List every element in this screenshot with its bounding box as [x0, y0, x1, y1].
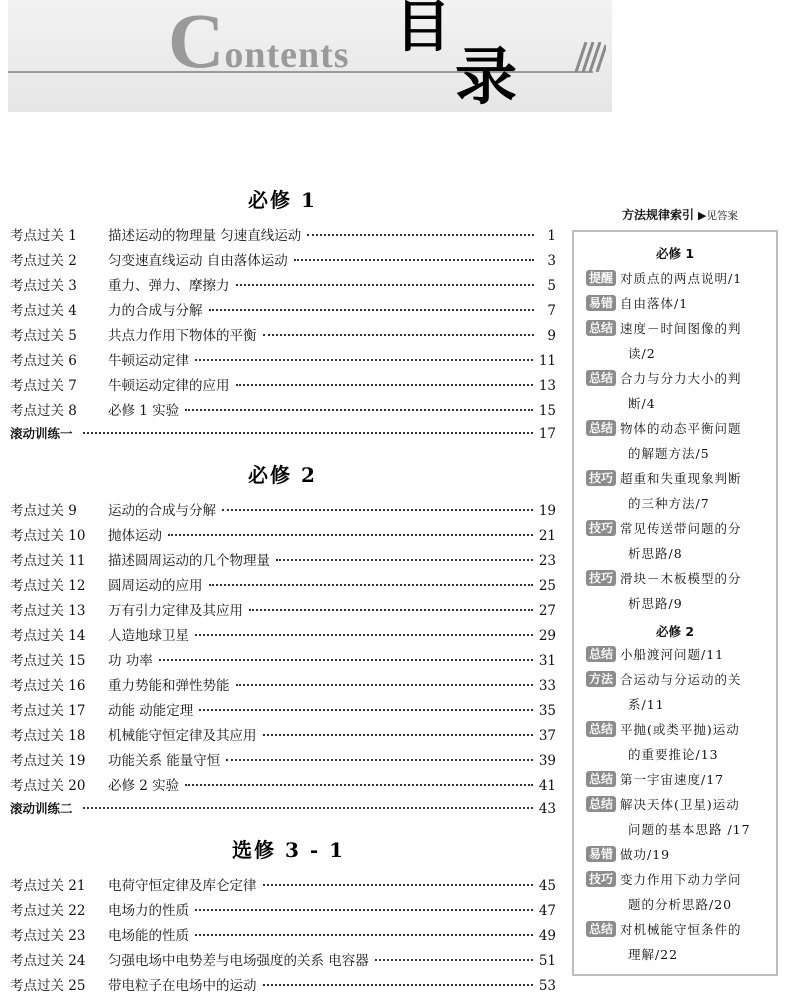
toc-code: 考点过关 4 — [10, 303, 77, 319]
stripes-decoration — [574, 42, 606, 72]
method-index-note: 见答案 — [706, 210, 738, 222]
dot-leader — [185, 784, 533, 786]
method-item[interactable] — [586, 316, 774, 366]
toc-title: 抛体运动 — [108, 528, 162, 544]
toc-code: 考点过关 3 — [10, 278, 77, 294]
method-tag: 总结 — [586, 646, 616, 662]
dot-leader — [209, 309, 535, 311]
toc-code: 考点过关 12 — [10, 578, 86, 594]
toc-title: 必修 2 实验 — [108, 778, 180, 794]
method-item[interactable] — [586, 842, 774, 867]
method-group-title: 必修 1 — [655, 246, 695, 261]
toc-title: 人造地球卫星 — [108, 628, 189, 644]
toc-row[interactable] — [10, 249, 556, 271]
toc-row[interactable] — [10, 274, 556, 296]
toc-title: 描述圆周运动的几个物理量 — [108, 553, 270, 569]
toc-row[interactable] — [10, 574, 556, 596]
method-text: 合力与分力大小的判 — [620, 371, 742, 386]
method-tag: 技巧 — [586, 470, 616, 486]
toc-page: 31 — [538, 653, 556, 669]
method-item[interactable] — [586, 717, 774, 767]
toc-row[interactable] — [10, 349, 556, 371]
toc-page: 53 — [538, 978, 556, 994]
toc-row[interactable] — [10, 549, 556, 571]
toc-page: 35 — [538, 703, 556, 719]
contents-wordmark — [168, 0, 350, 84]
toc-row[interactable] — [10, 224, 556, 246]
toc-page: 49 — [538, 928, 556, 944]
method-index-heading — [622, 206, 782, 223]
toc-page: 45 — [538, 878, 556, 894]
toc-row-review[interactable] — [10, 424, 556, 446]
method-tag: 技巧 — [586, 520, 616, 536]
toc-code: 考点过关 13 — [10, 603, 86, 619]
method-tag: 总结 — [586, 370, 616, 386]
toc-code: 考点过关 21 — [10, 878, 86, 894]
toc-row[interactable] — [10, 724, 556, 746]
method-tag: 总结 — [586, 721, 616, 737]
toc-row[interactable] — [10, 674, 556, 696]
toc-code: 考点过关 14 — [10, 628, 86, 644]
method-text: 速度－时间图像的判 — [620, 321, 742, 336]
method-text: 做功/19 — [620, 847, 671, 862]
toc-row[interactable] — [10, 774, 556, 796]
toc-row[interactable] — [10, 524, 556, 546]
toc-title: 运动的合成与分解 — [108, 503, 216, 519]
dot-leader — [236, 284, 535, 286]
method-text: 变力作用下动力学问 — [620, 872, 742, 887]
method-item[interactable] — [586, 667, 774, 717]
toc-code: 考点过关 16 — [10, 678, 86, 694]
method-text: 常见传送带问题的分 — [620, 521, 742, 536]
toc-page: 41 — [538, 778, 556, 794]
method-text: 对机械能守恒条件的 — [620, 922, 742, 937]
chinese-title-char-2: 录 — [455, 40, 518, 113]
toc-code: 考点过关 8 — [10, 403, 77, 419]
toc-page: 11 — [538, 353, 556, 369]
method-tag: 总结 — [586, 420, 616, 436]
toc-row[interactable] — [10, 949, 556, 971]
toc-page: 17 — [538, 426, 556, 442]
method-item[interactable] — [586, 642, 774, 667]
toc-row[interactable] — [10, 749, 556, 771]
method-text: 滑块－木板模型的分 — [620, 571, 742, 586]
method-text: 对质点的两点说明/1 — [620, 271, 743, 286]
toc-row[interactable] — [10, 374, 556, 396]
method-tag: 总结 — [586, 320, 616, 336]
toc-title: 圆周运动的应用 — [108, 578, 203, 594]
method-text-cont: 系/11 — [628, 697, 665, 712]
toc-code: 考点过关 18 — [10, 728, 86, 744]
method-text-cont: 的重要推论/13 — [628, 747, 719, 762]
method-item[interactable] — [586, 466, 774, 516]
toc-row[interactable] — [10, 599, 556, 621]
dot-leader — [249, 609, 533, 611]
method-item[interactable] — [586, 416, 774, 466]
toc-page: 27 — [538, 603, 556, 619]
dot-leader — [185, 409, 533, 411]
dot-leader — [226, 759, 533, 761]
method-text: 解决天体(卫星)运动 — [620, 797, 740, 812]
toc-title: 共点力作用下物体的平衡 — [108, 328, 257, 344]
method-text-cont: 理解/22 — [628, 947, 679, 962]
method-item[interactable] — [586, 566, 774, 616]
method-tag: 提醒 — [586, 270, 616, 286]
dot-leader — [195, 634, 533, 636]
dot-leader — [83, 432, 533, 434]
chinese-title-char-1: 目 — [395, 0, 451, 60]
toc-code: 考点过关 22 — [10, 903, 86, 919]
dot-leader — [307, 234, 534, 236]
toc-code: 考点过关 24 — [10, 953, 86, 969]
method-tag: 易错 — [586, 295, 616, 311]
toc-code: 考点过关 15 — [10, 653, 86, 669]
dot-leader — [159, 659, 533, 661]
dot-leader — [294, 259, 534, 261]
toc-page: 19 — [538, 503, 556, 519]
toc-title: 匀变速直线运动 自由落体运动 — [108, 253, 288, 269]
method-item[interactable] — [586, 266, 774, 291]
toc-code: 考点过关 25 — [10, 978, 86, 994]
toc-title: 重力势能和弹性势能 — [108, 678, 230, 694]
method-group-title: 必修 2 — [655, 624, 695, 639]
toc-code: 考点过关 19 — [10, 753, 86, 769]
toc-title: 带电粒子在电场中的运动 — [108, 978, 257, 994]
method-item[interactable] — [586, 291, 774, 316]
method-text-cont: 问题的基本思路 /17 — [628, 822, 751, 837]
dot-leader — [199, 709, 533, 711]
method-text-cont: 读/2 — [628, 346, 656, 361]
toc-title: 力的合成与分解 — [108, 303, 203, 319]
toc-row[interactable] — [10, 624, 556, 646]
method-item[interactable] — [586, 792, 774, 842]
toc-row[interactable] — [10, 499, 556, 521]
toc-title: 重力、弹力、摩擦力 — [108, 278, 230, 294]
toc-code: 滚动训练二 — [10, 801, 73, 816]
toc-code: 考点过关 17 — [10, 703, 86, 719]
method-tag: 总结 — [586, 771, 616, 787]
play-arrow-icon: ▶ — [698, 209, 707, 222]
toc-code: 考点过关 5 — [10, 328, 77, 344]
toc-page: 1 — [547, 228, 556, 244]
method-text-cont: 的三种方法/7 — [628, 496, 710, 511]
toc-title: 电荷守恒定律及库仑定律 — [108, 878, 257, 894]
method-tag: 技巧 — [586, 871, 616, 887]
toc-row[interactable] — [10, 924, 556, 946]
method-text-cont: 断/4 — [628, 396, 656, 411]
method-tag: 总结 — [586, 796, 616, 812]
wordmark-initial: C — [168, 0, 225, 84]
toc-title: 牛顿运动定律的应用 — [108, 378, 230, 394]
method-tag: 技巧 — [586, 570, 616, 586]
dot-leader — [236, 384, 533, 386]
method-item[interactable] — [586, 917, 774, 967]
toc-row[interactable] — [10, 649, 556, 671]
toc-title: 功 功率 — [108, 653, 153, 669]
toc-title: 电场能的性质 — [108, 928, 189, 944]
method-text: 小船渡河问题/11 — [620, 647, 725, 662]
toc-code: 考点过关 20 — [10, 778, 86, 794]
dot-leader — [236, 684, 533, 686]
toc-code: 考点过关 2 — [10, 253, 77, 269]
toc-code: 滚动训练一 — [10, 426, 73, 441]
toc-row[interactable] — [10, 399, 556, 421]
method-tag: 易错 — [586, 846, 616, 862]
toc-row-review[interactable] — [10, 799, 556, 821]
method-text-cont: 析思路/8 — [628, 546, 683, 561]
toc-title: 牛顿运动定律 — [108, 353, 189, 369]
section-title: 选修 3 - 1 — [232, 838, 346, 862]
toc-page: 39 — [538, 753, 556, 769]
method-item[interactable] — [586, 867, 774, 917]
toc-title: 机械能守恒定律及其应用 — [108, 728, 257, 744]
toc-row[interactable] — [10, 324, 556, 346]
method-tag: 总结 — [586, 921, 616, 937]
toc-page: 23 — [538, 553, 556, 569]
section-title: 必修 1 — [248, 188, 317, 212]
toc-page: 3 — [547, 253, 556, 269]
dot-leader — [195, 909, 533, 911]
toc-page: 25 — [538, 578, 556, 594]
toc-title: 动能 动能定理 — [108, 703, 194, 719]
method-text-cont: 题的分析思路/20 — [628, 897, 733, 912]
toc-page: 15 — [538, 403, 556, 419]
dot-leader — [276, 559, 533, 561]
toc-title: 万有引力定律及其应用 — [108, 603, 243, 619]
toc-row[interactable] — [10, 874, 556, 896]
method-item[interactable] — [586, 516, 774, 566]
toc-page: 47 — [538, 903, 556, 919]
dot-leader — [263, 884, 533, 886]
method-text: 合运动与分运动的关 — [620, 672, 742, 687]
toc-page: 37 — [538, 728, 556, 744]
dot-leader — [263, 984, 533, 986]
toc-code: 考点过关 6 — [10, 353, 77, 369]
toc-code: 考点过关 9 — [10, 503, 77, 519]
toc-title: 功能关系 能量守恒 — [108, 753, 221, 769]
method-text: 超重和失重现象判断 — [620, 471, 742, 486]
method-index-title: 方法规律索引 — [622, 208, 695, 222]
toc-page: 51 — [538, 953, 556, 969]
toc-code: 考点过关 1 — [10, 228, 77, 244]
toc-page: 5 — [547, 278, 556, 294]
toc-page: 43 — [538, 801, 556, 817]
toc-title: 必修 1 实验 — [108, 403, 180, 419]
toc-title: 描述运动的物理量 匀速直线运动 — [108, 228, 302, 244]
toc-code: 考点过关 11 — [10, 553, 86, 569]
toc-page: 21 — [538, 528, 556, 544]
method-text: 物体的动态平衡问题 — [620, 421, 742, 436]
dot-leader — [209, 584, 533, 586]
method-text: 平抛(或类平抛)运动 — [620, 722, 740, 737]
toc-title: 电场力的性质 — [108, 903, 189, 919]
toc-page: 33 — [538, 678, 556, 694]
toc-code: 考点过关 10 — [10, 528, 86, 544]
toc-row[interactable] — [10, 299, 556, 321]
toc-row[interactable] — [10, 974, 556, 996]
dot-leader — [168, 534, 533, 536]
toc-page: 29 — [538, 628, 556, 644]
toc-code: 考点过关 23 — [10, 928, 86, 944]
toc-row[interactable] — [10, 699, 556, 721]
toc-page: 13 — [538, 378, 556, 394]
toc-page: 7 — [547, 303, 556, 319]
toc-title: 匀强电场中电势差与电场强度的关系 电容器 — [108, 953, 369, 969]
toc-row[interactable] — [10, 899, 556, 921]
method-tag: 方法 — [586, 671, 616, 687]
section-title: 必修 2 — [248, 463, 317, 487]
method-text: 自由落体/1 — [620, 296, 689, 311]
toc-code: 考点过关 7 — [10, 378, 77, 394]
dot-leader — [195, 934, 533, 936]
method-index-box — [572, 230, 778, 976]
method-text: 第一宇宙速度/17 — [620, 772, 725, 787]
dot-leader — [263, 334, 535, 336]
method-item[interactable] — [586, 366, 774, 416]
method-text-cont: 的解题方法/5 — [628, 446, 710, 461]
method-item[interactable] — [586, 767, 774, 792]
dot-leader — [375, 959, 533, 961]
dot-leader — [222, 509, 533, 511]
wordmark-rest: ontents — [224, 34, 350, 76]
dot-leader — [83, 807, 533, 809]
dot-leader — [195, 359, 533, 361]
toc-page: 9 — [547, 328, 556, 344]
method-text-cont: 析思路/9 — [628, 596, 683, 611]
dot-leader — [263, 734, 533, 736]
